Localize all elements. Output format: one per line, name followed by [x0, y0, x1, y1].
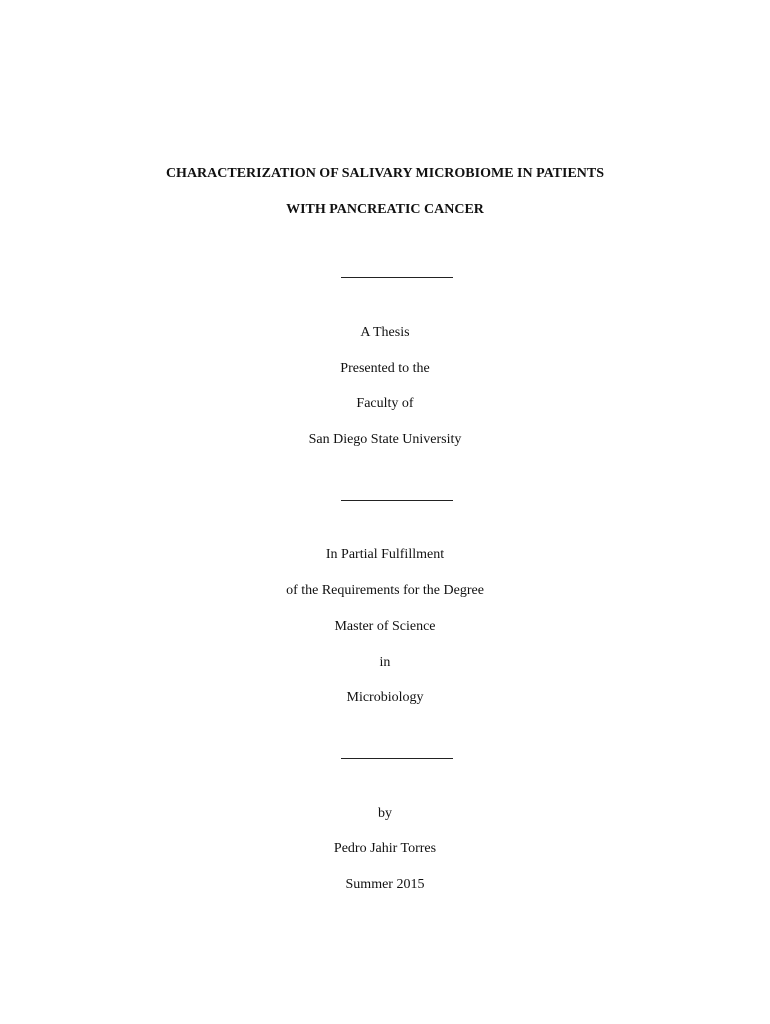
degree-name: Master of Science	[334, 619, 436, 634]
thesis-label: A Thesis	[360, 325, 410, 340]
university-name: San Diego State University	[308, 432, 462, 447]
in-line: in	[379, 655, 391, 670]
submission-date: Summer 2015	[345, 877, 425, 892]
field-of-study: Microbiology	[346, 690, 424, 705]
divider-3	[341, 758, 453, 759]
partial-fulfillment: In Partial Fulfillment	[325, 547, 445, 562]
requirements-line: of the Requirements for the Degree	[286, 583, 484, 598]
faculty-of: Faculty of	[356, 396, 414, 411]
title-line-1: CHARACTERIZATION OF SALIVARY MICROBIOME IN PATIENTS	[165, 166, 605, 181]
title-line-2: WITH PANCREATIC CANCER	[286, 202, 484, 217]
author-name: Pedro Jahir Torres	[333, 841, 437, 856]
presented-to: Presented to the	[340, 361, 430, 376]
divider-1	[341, 277, 453, 278]
by-line: by	[378, 806, 392, 821]
divider-2	[341, 500, 453, 501]
